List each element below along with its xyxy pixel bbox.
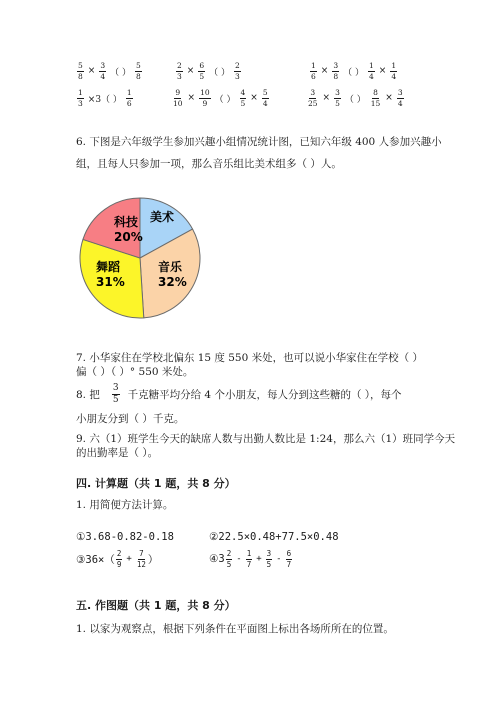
answer-blank: （ ） [343,67,364,78]
fraction: $\frac{2}{3}$ [177,61,182,81]
answer-blank: ×3（ ） [87,94,122,105]
question-8-prefix: 8. 把 [76,389,100,401]
section-5-title: 五. 作图题（共 1 题，共 8 分） [76,599,236,612]
interest-group-pie-chart [78,196,202,324]
pie-label-dance-pct: 31% [96,275,125,289]
calc-expression-4 [209,550,293,568]
fraction: $\frac{9}{10}$ [173,88,183,108]
fraction: $\frac{3}{5}$ [335,88,340,108]
fraction: $\frac{8}{15}$ [370,88,381,108]
operator: × [385,93,393,103]
question-8-fraction-num: 3 [112,383,119,393]
fraction: $\frac{1}{6}$ [311,61,316,81]
pie-label-music-name: 音乐 [158,260,183,274]
section-4-title: 四. 计算题（共 1 题，共 8 分） [76,477,236,490]
answer-blank: （ ） [344,94,366,105]
question-8-line-2: 小朋友分到（ ）千克。 [76,413,185,425]
pie-label-music-pct: 32% [158,275,187,289]
fraction: $\frac{3}{4}$ [100,61,106,81]
question-6-line-1: 6. 下图是六年级学生参加兴趣小组情况统计图，已知六年级 400 人参加兴趣小 [76,136,442,148]
section-4-question-1: 1. 用简便方法计算。 [76,499,174,511]
calc-expression-1: ①3.68-0.82-0.18 [76,531,174,543]
fraction: $\frac{10}{9}$ [200,88,210,108]
fraction: $\frac{5}{8}$ [135,61,141,81]
question-8-fraction [112,384,120,405]
question-8-line-1 [76,384,402,405]
compare-item-1-1 [76,62,143,80]
fraction: $\frac{5}{8}$ [78,61,83,81]
compare-item-2-2 [171,89,270,107]
calc-e3-plus: + [126,554,132,564]
pie-label-dance-name: 舞蹈 [96,260,121,274]
calc-e4-frac-d: $\frac{6}{7}$ [286,549,292,569]
question-7-line-2: 偏（ ）（ ）° 550 米处。 [76,366,194,378]
question-9-line-2: 的出勤率是（ ）。 [76,447,159,459]
question-7-line-1: 7. 小华家住在学校北偏东 15 度 550 米处，也可以说小华家住在学校（ ） [76,352,423,364]
operator: × [250,93,258,103]
calc-e3-frac-a: $\frac{2}{9}$ [116,549,122,569]
pie-label-tech-pct: 20% [114,230,143,244]
compare-item-1-2 [175,62,242,80]
pie-label-art-name: 美术 [150,210,175,224]
calc-e4-frac-b: $\frac{1}{7}$ [246,549,252,569]
fraction: $\frac{4}{5}$ [240,88,246,108]
operator: × [187,93,196,103]
calc-e4-minus-1: - [236,554,242,564]
fraction: $\frac{3}{8}$ [333,61,339,81]
question-6-line-2: 组，且每人只参加一项，那么音乐组比美术组多（ ）人。 [76,158,342,170]
calc-expression-4-prefix: ④3 [209,553,225,565]
operator: × [87,66,96,76]
calc-e3-frac-b: $\frac{7}{12}$ [136,549,146,569]
pie-slices [80,198,200,318]
question-9-line-1: 9. 六（1）班学生今天的缺席人数与出勤人数比是 1:24，那么六（1）班同学今天 [76,433,456,445]
fraction: $\frac{3}{25}$ [308,88,318,108]
fraction: $\frac{1}{4}$ [391,61,397,81]
fraction: $\frac{6}{5}$ [199,61,205,81]
fraction: $\frac{5}{4}$ [262,88,268,108]
calc-e4-frac-a: $\frac{2}{5}$ [226,549,232,569]
calc-e4-minus-2: - [276,554,282,564]
answer-blank: （ ） [214,94,236,105]
calc-expression-2: ②22.5×0.48+77.5×0.48 [209,531,339,543]
operator: × [378,66,387,76]
fraction: $\frac{1}{6}$ [126,88,132,108]
calc-expression-3-suffix: ） [147,553,159,566]
fraction: $\frac{1}{4}$ [368,61,374,81]
compare-item-2-3 [306,89,405,107]
operator: × [322,93,331,103]
calc-e4-plus: + [256,554,262,564]
operator: × [186,66,195,76]
answer-blank: （ ） [110,67,131,78]
answer-blank: （ ） [209,67,230,78]
fraction: $\frac{3}{4}$ [397,88,403,108]
compare-item-2-1 [76,89,134,107]
pie-label-tech-name: 科技 [114,215,139,229]
compare-item-1-3 [309,62,398,80]
fraction: $\frac{2}{3}$ [234,61,240,81]
calc-e4-frac-c: $\frac{3}{5}$ [266,549,272,569]
calc-expression-3-prefix: ③36×（ [76,553,115,566]
question-8-fraction-den: 5 [112,395,119,405]
operator: × [320,66,329,76]
question-8-suffix: 千克糖平均分给 4 个小朋友，每人分到这些糖的（ ），每个 [127,389,402,401]
section-5-question-1: 1. 以家为观察点，根据下列条件在平面图上标出各场所所在的位置。 [76,623,394,635]
calc-expression-3 [76,550,158,568]
fraction: $\frac{1}{3}$ [78,88,83,108]
